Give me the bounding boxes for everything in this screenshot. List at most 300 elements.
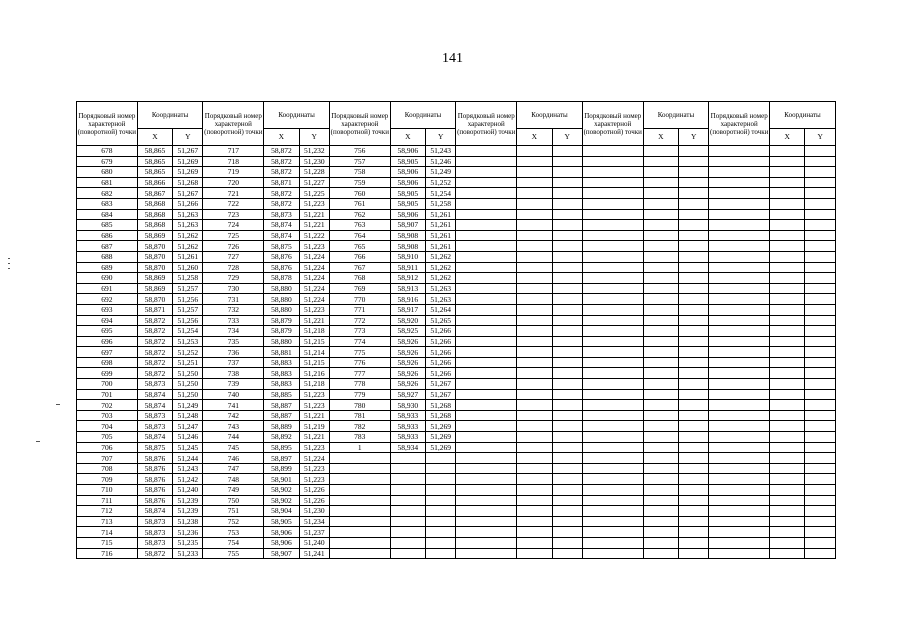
coordinates-table: [76, 101, 836, 559]
point-number-cell: [709, 506, 770, 517]
x-coordinate-cell: [770, 379, 805, 390]
point-number-cell: [709, 537, 770, 548]
point-number-cell: [456, 474, 517, 485]
y-coordinate-cell: [426, 495, 456, 506]
point-number-cell: 726: [203, 241, 264, 252]
point-number-cell: 703: [77, 410, 138, 421]
y-coordinate-cell: [678, 156, 708, 167]
y-coordinate-cell: [678, 442, 708, 453]
x-coordinate-cell: [770, 537, 805, 548]
y-coordinate-cell: 51,249: [426, 167, 456, 178]
point-number-cell: [456, 442, 517, 453]
point-number-cell: [582, 495, 643, 506]
x-coordinate-cell: [517, 251, 552, 262]
x-coordinate-cell: [390, 474, 425, 485]
y-coordinate-cell: 51,218: [299, 379, 329, 390]
y-coordinate-cell: [426, 506, 456, 517]
x-coordinate-cell: 58,873: [137, 410, 172, 421]
point-number-cell: [582, 167, 643, 178]
point-number-cell: [456, 230, 517, 241]
x-coordinate-cell: 58,925: [390, 326, 425, 337]
y-coordinate-cell: 51,226: [299, 495, 329, 506]
table-row: [77, 294, 836, 305]
point-number-cell: [582, 516, 643, 527]
y-coordinate-cell: 51,221: [299, 220, 329, 231]
y-coordinate-cell: 51,222: [299, 230, 329, 241]
x-coordinate-cell: [517, 432, 552, 443]
point-number-cell: 777: [329, 368, 390, 379]
y-coordinate-cell: 51,223: [299, 463, 329, 474]
point-number-cell: [582, 241, 643, 252]
header-point-number: Порядковый номер характерной (поворотной) точки: [709, 102, 770, 146]
y-coordinate-cell: 51,269: [173, 156, 203, 167]
point-number-cell: [456, 368, 517, 379]
point-number-cell: [582, 548, 643, 559]
x-coordinate-cell: [643, 241, 678, 252]
y-coordinate-cell: 51,265: [426, 315, 456, 326]
point-number-cell: [582, 188, 643, 199]
point-number-cell: [456, 516, 517, 527]
x-coordinate-cell: [770, 294, 805, 305]
y-coordinate-cell: [678, 410, 708, 421]
y-coordinate-cell: 51,243: [173, 463, 203, 474]
point-number-cell: 686: [77, 230, 138, 241]
y-coordinate-cell: [552, 410, 582, 421]
y-coordinate-cell: 51,269: [173, 167, 203, 178]
point-number-cell: [456, 304, 517, 315]
x-coordinate-cell: 58,872: [137, 357, 172, 368]
point-number-cell: 731: [203, 294, 264, 305]
x-coordinate-cell: [517, 400, 552, 411]
x-coordinate-cell: [770, 315, 805, 326]
x-coordinate-cell: 58,869: [137, 273, 172, 284]
y-coordinate-cell: 51,230: [299, 156, 329, 167]
point-number-cell: 690: [77, 273, 138, 284]
x-coordinate-cell: 58,876: [264, 262, 299, 273]
point-number-cell: 780: [329, 400, 390, 411]
point-number-cell: 705: [77, 432, 138, 443]
y-coordinate-cell: [678, 230, 708, 241]
x-coordinate-cell: [517, 442, 552, 453]
x-coordinate-cell: [643, 357, 678, 368]
x-coordinate-cell: 58,889: [264, 421, 299, 432]
y-coordinate-cell: [552, 463, 582, 474]
y-coordinate-cell: 51,247: [173, 421, 203, 432]
y-coordinate-cell: 51,263: [173, 209, 203, 220]
y-coordinate-cell: 51,215: [299, 336, 329, 347]
point-number-cell: 721: [203, 188, 264, 199]
point-number-cell: 770: [329, 294, 390, 305]
point-number-cell: 710: [77, 485, 138, 496]
x-coordinate-cell: 58,905: [390, 188, 425, 199]
point-number-cell: 729: [203, 273, 264, 284]
y-coordinate-cell: [552, 241, 582, 252]
y-coordinate-cell: 51,239: [173, 506, 203, 517]
table-body: [77, 146, 836, 559]
scan-mark: [8, 268, 10, 269]
point-number-cell: [329, 474, 390, 485]
y-coordinate-cell: [805, 537, 836, 548]
y-coordinate-cell: 51,234: [299, 516, 329, 527]
x-coordinate-cell: [770, 474, 805, 485]
x-coordinate-cell: 58,873: [137, 379, 172, 390]
y-coordinate-cell: [805, 368, 836, 379]
point-number-cell: [709, 474, 770, 485]
y-coordinate-cell: [552, 294, 582, 305]
y-coordinate-cell: [552, 283, 582, 294]
y-coordinate-cell: 51,258: [173, 273, 203, 284]
x-coordinate-cell: [517, 156, 552, 167]
y-coordinate-cell: 51,224: [299, 262, 329, 273]
point-number-cell: [582, 326, 643, 337]
y-coordinate-cell: [552, 516, 582, 527]
y-coordinate-cell: [678, 315, 708, 326]
x-coordinate-cell: [517, 379, 552, 390]
x-coordinate-cell: [770, 262, 805, 273]
table-row: [77, 198, 836, 209]
point-number-cell: [582, 357, 643, 368]
x-coordinate-cell: [643, 368, 678, 379]
x-coordinate-cell: [770, 453, 805, 464]
y-coordinate-cell: [552, 273, 582, 284]
y-coordinate-cell: 51,223: [299, 400, 329, 411]
point-number-cell: 717: [203, 146, 264, 157]
x-coordinate-cell: [770, 442, 805, 453]
table-row: [77, 453, 836, 464]
point-number-cell: [709, 198, 770, 209]
x-coordinate-cell: 58,869: [137, 230, 172, 241]
x-coordinate-cell: [517, 209, 552, 220]
table-row: [77, 262, 836, 273]
point-number-cell: [582, 146, 643, 157]
point-number-cell: [582, 220, 643, 231]
x-coordinate-cell: [770, 304, 805, 315]
table-row: [77, 241, 836, 252]
y-coordinate-cell: 51,267: [426, 379, 456, 390]
y-coordinate-cell: [552, 146, 582, 157]
x-coordinate-cell: 58,904: [264, 506, 299, 517]
point-number-cell: [709, 177, 770, 188]
table-row: [77, 442, 836, 453]
table-row: [77, 357, 836, 368]
x-coordinate-cell: [517, 273, 552, 284]
x-coordinate-cell: 58,920: [390, 315, 425, 326]
y-coordinate-cell: 51,261: [426, 220, 456, 231]
x-coordinate-cell: [517, 527, 552, 538]
y-coordinate-cell: [805, 485, 836, 496]
point-number-cell: [456, 347, 517, 358]
table-row: [77, 485, 836, 496]
point-number-cell: [582, 273, 643, 284]
y-coordinate-cell: 51,250: [173, 389, 203, 400]
table-row: [77, 336, 836, 347]
x-coordinate-cell: [770, 230, 805, 241]
x-coordinate-cell: [770, 495, 805, 506]
point-number-cell: 774: [329, 336, 390, 347]
y-coordinate-cell: 51,223: [299, 198, 329, 209]
x-coordinate-cell: [643, 315, 678, 326]
y-coordinate-cell: [678, 474, 708, 485]
point-number-cell: [329, 527, 390, 538]
y-coordinate-cell: [678, 485, 708, 496]
y-coordinate-cell: [678, 167, 708, 178]
y-coordinate-cell: [426, 485, 456, 496]
x-coordinate-cell: 58,876: [137, 485, 172, 496]
x-coordinate-cell: 58,874: [137, 400, 172, 411]
point-number-cell: 694: [77, 315, 138, 326]
table-row: [77, 379, 836, 390]
point-number-cell: [709, 167, 770, 178]
point-number-cell: [709, 220, 770, 231]
y-coordinate-cell: [552, 167, 582, 178]
table-row: [77, 474, 836, 485]
x-coordinate-cell: 58,874: [137, 506, 172, 517]
header-coordinates: Координаты: [643, 102, 709, 129]
point-number-cell: 715: [77, 537, 138, 548]
y-coordinate-cell: [678, 527, 708, 538]
point-number-cell: [456, 146, 517, 157]
point-number-cell: [582, 198, 643, 209]
point-number-cell: [456, 453, 517, 464]
x-coordinate-cell: 58,873: [137, 537, 172, 548]
point-number-cell: 692: [77, 294, 138, 305]
point-number-cell: 699: [77, 368, 138, 379]
point-number-cell: [709, 357, 770, 368]
point-number-cell: [456, 294, 517, 305]
x-coordinate-cell: [643, 283, 678, 294]
y-coordinate-cell: 51,258: [426, 198, 456, 209]
header-point-number: Порядковый номер характерной (поворотной) точки: [456, 102, 517, 146]
y-coordinate-cell: 51,232: [299, 146, 329, 157]
y-coordinate-cell: [805, 463, 836, 474]
scan-mark: [8, 263, 10, 264]
x-coordinate-cell: [517, 198, 552, 209]
x-coordinate-cell: 58,883: [264, 368, 299, 379]
point-number-cell: [709, 442, 770, 453]
y-coordinate-cell: 51,223: [299, 474, 329, 485]
point-number-cell: 682: [77, 188, 138, 199]
x-coordinate-cell: 58,883: [264, 379, 299, 390]
point-number-cell: 711: [77, 495, 138, 506]
y-coordinate-cell: 51,221: [299, 432, 329, 443]
table-row: [77, 506, 836, 517]
point-number-cell: [709, 485, 770, 496]
y-coordinate-cell: [552, 230, 582, 241]
point-number-cell: 687: [77, 241, 138, 252]
x-coordinate-cell: [643, 537, 678, 548]
x-coordinate-cell: [643, 474, 678, 485]
x-coordinate-cell: 58,874: [137, 389, 172, 400]
point-number-cell: 771: [329, 304, 390, 315]
x-coordinate-cell: [517, 188, 552, 199]
y-coordinate-cell: [678, 389, 708, 400]
y-coordinate-cell: 51,267: [173, 188, 203, 199]
x-coordinate-cell: 58,887: [264, 410, 299, 421]
y-coordinate-cell: 51,224: [299, 283, 329, 294]
point-number-cell: 778: [329, 379, 390, 390]
y-coordinate-cell: [678, 304, 708, 315]
x-coordinate-cell: [517, 326, 552, 337]
x-coordinate-cell: [643, 442, 678, 453]
y-coordinate-cell: [552, 336, 582, 347]
point-number-cell: [582, 463, 643, 474]
point-number-cell: [456, 273, 517, 284]
x-coordinate-cell: 58,911: [390, 262, 425, 273]
y-coordinate-cell: 51,244: [173, 453, 203, 464]
x-coordinate-cell: 58,927: [390, 389, 425, 400]
y-coordinate-cell: [678, 495, 708, 506]
point-number-cell: 678: [77, 146, 138, 157]
point-number-cell: [709, 188, 770, 199]
point-number-cell: 772: [329, 315, 390, 326]
y-coordinate-cell: 51,240: [299, 537, 329, 548]
point-number-cell: [456, 379, 517, 390]
x-coordinate-cell: [517, 241, 552, 252]
y-coordinate-cell: [805, 304, 836, 315]
point-number-cell: 712: [77, 506, 138, 517]
x-coordinate-cell: 58,876: [264, 251, 299, 262]
y-coordinate-cell: 51,269: [426, 421, 456, 432]
point-number-cell: [582, 251, 643, 262]
x-coordinate-cell: 58,905: [264, 516, 299, 527]
y-coordinate-cell: 51,261: [426, 209, 456, 220]
point-number-cell: 775: [329, 347, 390, 358]
x-coordinate-cell: 58,870: [137, 251, 172, 262]
x-coordinate-cell: [770, 400, 805, 411]
point-number-cell: 681: [77, 177, 138, 188]
y-coordinate-cell: 51,235: [173, 537, 203, 548]
point-number-cell: 760: [329, 188, 390, 199]
x-coordinate-cell: 58,908: [390, 241, 425, 252]
point-number-cell: [709, 548, 770, 559]
x-coordinate-cell: [390, 453, 425, 464]
x-coordinate-cell: [517, 230, 552, 241]
x-coordinate-cell: [517, 453, 552, 464]
point-number-cell: [709, 294, 770, 305]
table-row: [77, 273, 836, 284]
x-coordinate-cell: [770, 220, 805, 231]
x-coordinate-cell: 58,912: [390, 273, 425, 284]
y-coordinate-cell: [678, 188, 708, 199]
header-point-number: Порядковый номер характерной (поворотной) точки: [329, 102, 390, 146]
header-point-number: Порядковый номер характерной (поворотной) точки: [203, 102, 264, 146]
y-coordinate-cell: [552, 548, 582, 559]
point-number-cell: 754: [203, 537, 264, 548]
y-coordinate-cell: [552, 389, 582, 400]
point-number-cell: [456, 326, 517, 337]
header-y: Y: [299, 129, 329, 146]
table-row: [77, 389, 836, 400]
y-coordinate-cell: 51,266: [426, 368, 456, 379]
point-number-cell: 753: [203, 527, 264, 538]
y-coordinate-cell: [805, 347, 836, 358]
y-coordinate-cell: [552, 527, 582, 538]
x-coordinate-cell: 58,868: [137, 209, 172, 220]
point-number-cell: [456, 432, 517, 443]
x-coordinate-cell: [770, 177, 805, 188]
point-number-cell: 730: [203, 283, 264, 294]
point-number-cell: 746: [203, 453, 264, 464]
x-coordinate-cell: [770, 357, 805, 368]
y-coordinate-cell: [678, 262, 708, 273]
y-coordinate-cell: [805, 432, 836, 443]
x-coordinate-cell: [517, 421, 552, 432]
point-number-cell: 765: [329, 241, 390, 252]
header-y: Y: [678, 129, 708, 146]
x-coordinate-cell: [770, 336, 805, 347]
header-coordinates: Координаты: [390, 102, 456, 129]
y-coordinate-cell: 51,238: [173, 516, 203, 527]
y-coordinate-cell: [805, 400, 836, 411]
point-number-cell: [709, 463, 770, 474]
y-coordinate-cell: [552, 485, 582, 496]
point-number-cell: [582, 432, 643, 443]
point-number-cell: 701: [77, 389, 138, 400]
y-coordinate-cell: 51,221: [299, 209, 329, 220]
point-number-cell: 759: [329, 177, 390, 188]
x-coordinate-cell: [643, 220, 678, 231]
x-coordinate-cell: 58,874: [264, 220, 299, 231]
y-coordinate-cell: [678, 357, 708, 368]
x-coordinate-cell: [517, 474, 552, 485]
x-coordinate-cell: [517, 463, 552, 474]
x-coordinate-cell: [643, 347, 678, 358]
y-coordinate-cell: [678, 251, 708, 262]
y-coordinate-cell: 51,262: [426, 262, 456, 273]
header-x: X: [770, 129, 805, 146]
x-coordinate-cell: 58,873: [137, 516, 172, 527]
y-coordinate-cell: 51,266: [426, 357, 456, 368]
y-coordinate-cell: 51,250: [173, 368, 203, 379]
point-number-cell: [709, 495, 770, 506]
y-coordinate-cell: [678, 241, 708, 252]
y-coordinate-cell: [552, 209, 582, 220]
x-coordinate-cell: [643, 410, 678, 421]
point-number-cell: [456, 548, 517, 559]
x-coordinate-cell: 58,902: [264, 485, 299, 496]
y-coordinate-cell: [678, 283, 708, 294]
table-row: [77, 220, 836, 231]
y-coordinate-cell: [805, 188, 836, 199]
point-number-cell: [709, 379, 770, 390]
y-coordinate-cell: 51,252: [173, 347, 203, 358]
y-coordinate-cell: [805, 241, 836, 252]
x-coordinate-cell: [390, 516, 425, 527]
x-coordinate-cell: [517, 516, 552, 527]
point-number-cell: 724: [203, 220, 264, 231]
x-coordinate-cell: 58,883: [264, 357, 299, 368]
x-coordinate-cell: [517, 485, 552, 496]
point-number-cell: [709, 432, 770, 443]
x-coordinate-cell: 58,905: [390, 198, 425, 209]
x-coordinate-cell: 58,897: [264, 453, 299, 464]
point-number-cell: [582, 368, 643, 379]
point-number-cell: 751: [203, 506, 264, 517]
x-coordinate-cell: [643, 156, 678, 167]
point-number-cell: [456, 262, 517, 273]
y-coordinate-cell: 51,262: [173, 230, 203, 241]
x-coordinate-cell: 58,872: [264, 188, 299, 199]
scan-mark: [36, 441, 40, 442]
point-number-cell: 718: [203, 156, 264, 167]
table-row: [77, 516, 836, 527]
x-coordinate-cell: 58,879: [264, 326, 299, 337]
x-coordinate-cell: 58,865: [137, 167, 172, 178]
y-coordinate-cell: [805, 474, 836, 485]
table-row: [77, 368, 836, 379]
point-number-cell: [456, 485, 517, 496]
x-coordinate-cell: 58,926: [390, 357, 425, 368]
